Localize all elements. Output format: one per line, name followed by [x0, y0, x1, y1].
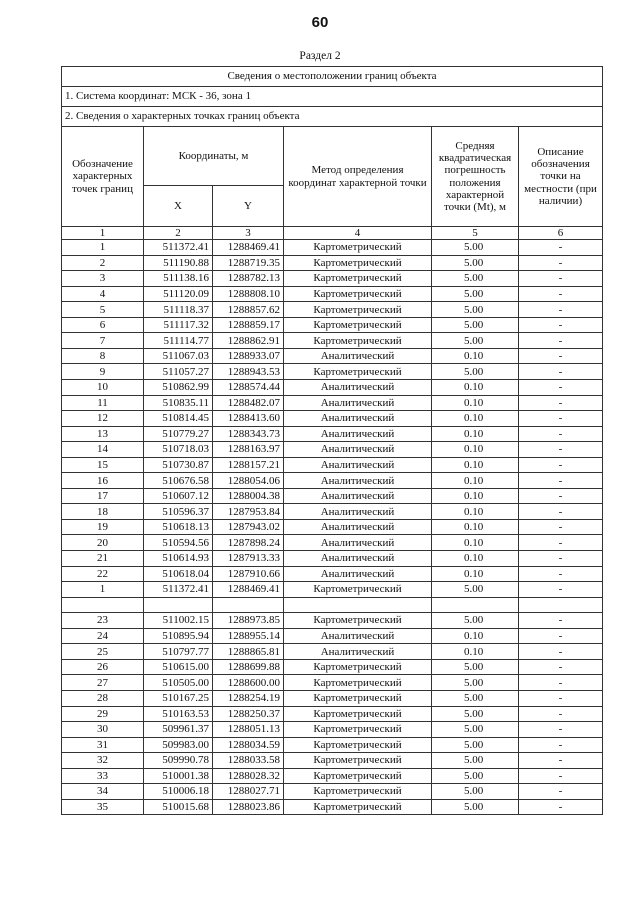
coord-x: 511372.41: [144, 582, 213, 598]
coord-x: 511120.09: [144, 286, 213, 302]
description-cell: -: [519, 302, 603, 318]
point-id: 12: [62, 411, 144, 427]
coord-x: 510001.38: [144, 768, 213, 784]
description-cell: -: [519, 722, 603, 738]
coord-y: 1288250.37: [213, 706, 284, 722]
point-id: 20: [62, 535, 144, 551]
method-cell: Аналитический: [284, 519, 432, 535]
coord-x: 509983.00: [144, 737, 213, 753]
separator-row: [62, 597, 603, 613]
coord-x: 510614.93: [144, 551, 213, 567]
table-row: [62, 737, 603, 753]
error-cell: 0.10: [432, 442, 519, 458]
coord-y: 1288719.35: [213, 255, 284, 271]
error-cell: 0.10: [432, 426, 519, 442]
description-cell: -: [519, 582, 603, 598]
table-row: [62, 690, 603, 706]
table-row: [62, 255, 603, 271]
header-x: X: [144, 186, 213, 227]
coord-y: 1288343.73: [213, 426, 284, 442]
error-cell: 5.00: [432, 613, 519, 629]
error-cell: 0.10: [432, 535, 519, 551]
error-cell: 0.10: [432, 628, 519, 644]
coord-x: 510676.58: [144, 473, 213, 489]
table-row: [62, 753, 603, 769]
coord-y: 1287898.24: [213, 535, 284, 551]
coord-x: 511117.32: [144, 317, 213, 333]
description-cell: -: [519, 675, 603, 691]
table-row: [62, 473, 603, 489]
description-cell: -: [519, 659, 603, 675]
coord-x: 510167.25: [144, 690, 213, 706]
coord-y: 1288857.62: [213, 302, 284, 318]
coord-x: 510594.56: [144, 535, 213, 551]
empty-cell: [432, 597, 519, 613]
boundary-points-table: [61, 66, 603, 815]
table-row: [62, 271, 603, 287]
table-row: [62, 426, 603, 442]
table-row: [62, 519, 603, 535]
method-cell: Картометрический: [284, 364, 432, 380]
point-id: 8: [62, 348, 144, 364]
method-cell: Картометрический: [284, 753, 432, 769]
method-cell: Аналитический: [284, 348, 432, 364]
description-cell: -: [519, 799, 603, 815]
method-cell: Аналитический: [284, 395, 432, 411]
coord-x: 510607.12: [144, 488, 213, 504]
description-cell: -: [519, 613, 603, 629]
table-row: [62, 364, 603, 380]
points-heading: 2. Сведения о характерных точках границ объекта: [62, 107, 603, 127]
column-number: 1: [62, 227, 144, 240]
coord-y: 1288943.53: [213, 364, 284, 380]
table-row: [62, 302, 603, 318]
method-cell: Картометрический: [284, 675, 432, 691]
description-cell: -: [519, 255, 603, 271]
description-cell: -: [519, 395, 603, 411]
method-cell: Картометрический: [284, 240, 432, 256]
header-description: Описание обозначения точки на местности (при наличии): [519, 127, 603, 227]
header-error: Средняя квадратическая погрешность положения характерной точки (Mt), м: [432, 127, 519, 227]
coord-y: 1288865.81: [213, 644, 284, 660]
point-id: 2: [62, 255, 144, 271]
coord-y: 1288469.41: [213, 582, 284, 598]
coord-y: 1288699.88: [213, 659, 284, 675]
point-id: 29: [62, 706, 144, 722]
header-method: Метод определения координат характерной точки: [284, 127, 432, 227]
coord-x: 511057.27: [144, 364, 213, 380]
error-cell: 5.00: [432, 722, 519, 738]
point-id: 7: [62, 333, 144, 349]
table-row: [62, 317, 603, 333]
description-cell: -: [519, 411, 603, 427]
error-cell: 0.10: [432, 644, 519, 660]
coord-x: 510015.68: [144, 799, 213, 815]
coord-x: 510615.00: [144, 659, 213, 675]
method-cell: Картометрический: [284, 784, 432, 800]
description-cell: -: [519, 333, 603, 349]
coord-x: 511190.88: [144, 255, 213, 271]
error-cell: 5.00: [432, 737, 519, 753]
method-cell: Аналитический: [284, 551, 432, 567]
point-id: 5: [62, 302, 144, 318]
error-cell: 5.00: [432, 302, 519, 318]
empty-cell: [284, 597, 432, 613]
method-cell: Аналитический: [284, 411, 432, 427]
coord-y: 1288574.44: [213, 380, 284, 396]
method-cell: Картометрический: [284, 799, 432, 815]
method-cell: Картометрический: [284, 768, 432, 784]
error-cell: 5.00: [432, 768, 519, 784]
method-cell: Картометрический: [284, 690, 432, 706]
description-cell: -: [519, 286, 603, 302]
error-cell: 5.00: [432, 690, 519, 706]
table-row: [62, 348, 603, 364]
column-number: 2: [144, 227, 213, 240]
table-row: [62, 768, 603, 784]
coord-x: 510718.03: [144, 442, 213, 458]
table-row: [62, 286, 603, 302]
description-cell: -: [519, 348, 603, 364]
table-row: [62, 722, 603, 738]
error-cell: 5.00: [432, 317, 519, 333]
method-cell: Картометрический: [284, 333, 432, 349]
table-row: [62, 333, 603, 349]
description-cell: -: [519, 690, 603, 706]
table-row: [62, 706, 603, 722]
coord-y: 1288254.19: [213, 690, 284, 706]
empty-cell: [62, 597, 144, 613]
description-cell: -: [519, 535, 603, 551]
coord-x: 511118.37: [144, 302, 213, 318]
point-id: 6: [62, 317, 144, 333]
coord-x: 511067.03: [144, 348, 213, 364]
coord-y: 1288469.41: [213, 240, 284, 256]
coord-x: 510797.77: [144, 644, 213, 660]
point-id: 23: [62, 613, 144, 629]
coord-y: 1288955.14: [213, 628, 284, 644]
table-row: [62, 504, 603, 520]
error-cell: 5.00: [432, 240, 519, 256]
error-cell: 5.00: [432, 271, 519, 287]
error-cell: 5.00: [432, 799, 519, 815]
method-cell: Картометрический: [284, 271, 432, 287]
coord-x: 510779.27: [144, 426, 213, 442]
point-id: 1: [62, 240, 144, 256]
method-cell: Аналитический: [284, 488, 432, 504]
coord-x: 509961.37: [144, 722, 213, 738]
method-cell: Картометрический: [284, 706, 432, 722]
coord-y: 1288034.59: [213, 737, 284, 753]
column-number: 5: [432, 227, 519, 240]
point-id: 11: [62, 395, 144, 411]
description-cell: -: [519, 566, 603, 582]
coord-x: 509990.78: [144, 753, 213, 769]
error-cell: 0.10: [432, 504, 519, 520]
point-id: 15: [62, 457, 144, 473]
description-cell: -: [519, 317, 603, 333]
coord-y: 1288808.10: [213, 286, 284, 302]
point-id: 33: [62, 768, 144, 784]
description-cell: -: [519, 364, 603, 380]
error-cell: 0.10: [432, 395, 519, 411]
coord-y: 1288413.60: [213, 411, 284, 427]
table-row: [62, 799, 603, 815]
coord-x: 510006.18: [144, 784, 213, 800]
error-cell: 0.10: [432, 488, 519, 504]
table-row: [62, 613, 603, 629]
method-cell: Картометрический: [284, 659, 432, 675]
column-number: 3: [213, 227, 284, 240]
coord-y: 1287943.02: [213, 519, 284, 535]
method-cell: Аналитический: [284, 426, 432, 442]
table-row: [62, 380, 603, 396]
table-row: [62, 457, 603, 473]
coord-x: 510835.11: [144, 395, 213, 411]
description-cell: -: [519, 426, 603, 442]
method-cell: Аналитический: [284, 628, 432, 644]
description-cell: -: [519, 271, 603, 287]
method-cell: Картометрический: [284, 582, 432, 598]
error-cell: 0.10: [432, 473, 519, 489]
point-id: 10: [62, 380, 144, 396]
description-cell: -: [519, 551, 603, 567]
table-row: [62, 659, 603, 675]
point-id: 24: [62, 628, 144, 644]
point-id: 16: [62, 473, 144, 489]
point-id: 32: [62, 753, 144, 769]
empty-cell: [144, 597, 213, 613]
table-row: [62, 240, 603, 256]
coord-y: 1288862.91: [213, 333, 284, 349]
point-id: 25: [62, 644, 144, 660]
point-id: 35: [62, 799, 144, 815]
table-row: [62, 442, 603, 458]
coord-y: 1288051.13: [213, 722, 284, 738]
description-cell: -: [519, 706, 603, 722]
coord-x: 510895.94: [144, 628, 213, 644]
coord-y: 1288933.07: [213, 348, 284, 364]
coord-y: 1287953.84: [213, 504, 284, 520]
coord-y: 1288157.21: [213, 457, 284, 473]
method-cell: Аналитический: [284, 457, 432, 473]
error-cell: 5.00: [432, 286, 519, 302]
point-id: 19: [62, 519, 144, 535]
error-cell: 5.00: [432, 784, 519, 800]
description-cell: -: [519, 628, 603, 644]
column-number: 6: [519, 227, 603, 240]
coord-x: 510862.99: [144, 380, 213, 396]
coord-y: 1287910.66: [213, 566, 284, 582]
point-id: 26: [62, 659, 144, 675]
coord-y: 1288600.00: [213, 675, 284, 691]
table-row: [62, 675, 603, 691]
point-id: 3: [62, 271, 144, 287]
error-cell: 5.00: [432, 333, 519, 349]
coord-y: 1287913.33: [213, 551, 284, 567]
description-cell: -: [519, 240, 603, 256]
coord-x: 510814.45: [144, 411, 213, 427]
coord-y: 1288033.58: [213, 753, 284, 769]
description-cell: -: [519, 737, 603, 753]
point-id: 22: [62, 566, 144, 582]
error-cell: 0.10: [432, 411, 519, 427]
description-cell: -: [519, 457, 603, 473]
description-cell: -: [519, 753, 603, 769]
coord-x: 510618.04: [144, 566, 213, 582]
point-id: 27: [62, 675, 144, 691]
table-row: [62, 582, 603, 598]
error-cell: 5.00: [432, 706, 519, 722]
description-cell: -: [519, 488, 603, 504]
point-id: 14: [62, 442, 144, 458]
description-cell: -: [519, 519, 603, 535]
point-id: 13: [62, 426, 144, 442]
point-id: 34: [62, 784, 144, 800]
header-designation: Обозначение характерных точек границ: [62, 127, 144, 227]
method-cell: Картометрический: [284, 737, 432, 753]
description-cell: -: [519, 768, 603, 784]
description-cell: -: [519, 784, 603, 800]
error-cell: 0.10: [432, 519, 519, 535]
empty-cell: [213, 597, 284, 613]
coord-y: 1288859.17: [213, 317, 284, 333]
section-title: Раздел 2: [299, 50, 341, 62]
coord-y: 1288482.07: [213, 395, 284, 411]
coord-x: 511002.15: [144, 613, 213, 629]
method-cell: Аналитический: [284, 644, 432, 660]
table-row: [62, 488, 603, 504]
error-cell: 5.00: [432, 255, 519, 271]
coord-x: 510596.37: [144, 504, 213, 520]
coord-y: 1288004.38: [213, 488, 284, 504]
error-cell: 5.00: [432, 753, 519, 769]
error-cell: 0.10: [432, 551, 519, 567]
error-cell: 5.00: [432, 675, 519, 691]
point-id: 21: [62, 551, 144, 567]
method-cell: Картометрический: [284, 302, 432, 318]
method-cell: Картометрический: [284, 722, 432, 738]
point-id: 9: [62, 364, 144, 380]
point-id: 30: [62, 722, 144, 738]
description-cell: -: [519, 504, 603, 520]
table-row: [62, 784, 603, 800]
coord-x: 510618.13: [144, 519, 213, 535]
table-title: Сведения о местоположении границ объекта: [62, 67, 603, 87]
table-row: [62, 411, 603, 427]
point-id: 1: [62, 582, 144, 598]
coord-system-line: 1. Система координат: МСК - 36, зона 1: [62, 87, 603, 107]
coord-y: 1288028.32: [213, 768, 284, 784]
point-id: 17: [62, 488, 144, 504]
empty-cell: [519, 597, 603, 613]
coord-y: 1288973.85: [213, 613, 284, 629]
method-cell: Аналитический: [284, 504, 432, 520]
description-cell: -: [519, 442, 603, 458]
description-cell: -: [519, 644, 603, 660]
method-cell: Картометрический: [284, 286, 432, 302]
description-cell: -: [519, 380, 603, 396]
method-cell: Картометрический: [284, 317, 432, 333]
table-row: [62, 644, 603, 660]
error-cell: 5.00: [432, 582, 519, 598]
header-y: Y: [213, 186, 284, 227]
coord-y: 1288163.97: [213, 442, 284, 458]
method-cell: Аналитический: [284, 442, 432, 458]
error-cell: 5.00: [432, 659, 519, 675]
page-number: 60: [311, 14, 329, 31]
point-id: 31: [62, 737, 144, 753]
method-cell: Аналитический: [284, 566, 432, 582]
column-number: 4: [284, 227, 432, 240]
table-row: [62, 628, 603, 644]
coord-y: 1288023.86: [213, 799, 284, 815]
point-id: 28: [62, 690, 144, 706]
error-cell: 0.10: [432, 566, 519, 582]
coord-x: 510163.53: [144, 706, 213, 722]
description-cell: -: [519, 473, 603, 489]
coord-x: 511114.77: [144, 333, 213, 349]
table-row: [62, 535, 603, 551]
coord-x: 510505.00: [144, 675, 213, 691]
coord-y: 1288782.13: [213, 271, 284, 287]
coord-y: 1288027.71: [213, 784, 284, 800]
coord-y: 1288054.06: [213, 473, 284, 489]
table-row: [62, 395, 603, 411]
error-cell: 5.00: [432, 364, 519, 380]
coord-x: 511372.41: [144, 240, 213, 256]
point-id: 18: [62, 504, 144, 520]
coord-x: 510730.87: [144, 457, 213, 473]
error-cell: 0.10: [432, 348, 519, 364]
table-row: [62, 551, 603, 567]
method-cell: Картометрический: [284, 255, 432, 271]
method-cell: Аналитический: [284, 380, 432, 396]
error-cell: 0.10: [432, 380, 519, 396]
method-cell: Аналитический: [284, 535, 432, 551]
coord-x: 511138.16: [144, 271, 213, 287]
table-row: [62, 566, 603, 582]
header-coordinates: Координаты, м: [144, 127, 284, 186]
method-cell: Аналитический: [284, 473, 432, 489]
point-id: 4: [62, 286, 144, 302]
error-cell: 0.10: [432, 457, 519, 473]
method-cell: Картометрический: [284, 613, 432, 629]
